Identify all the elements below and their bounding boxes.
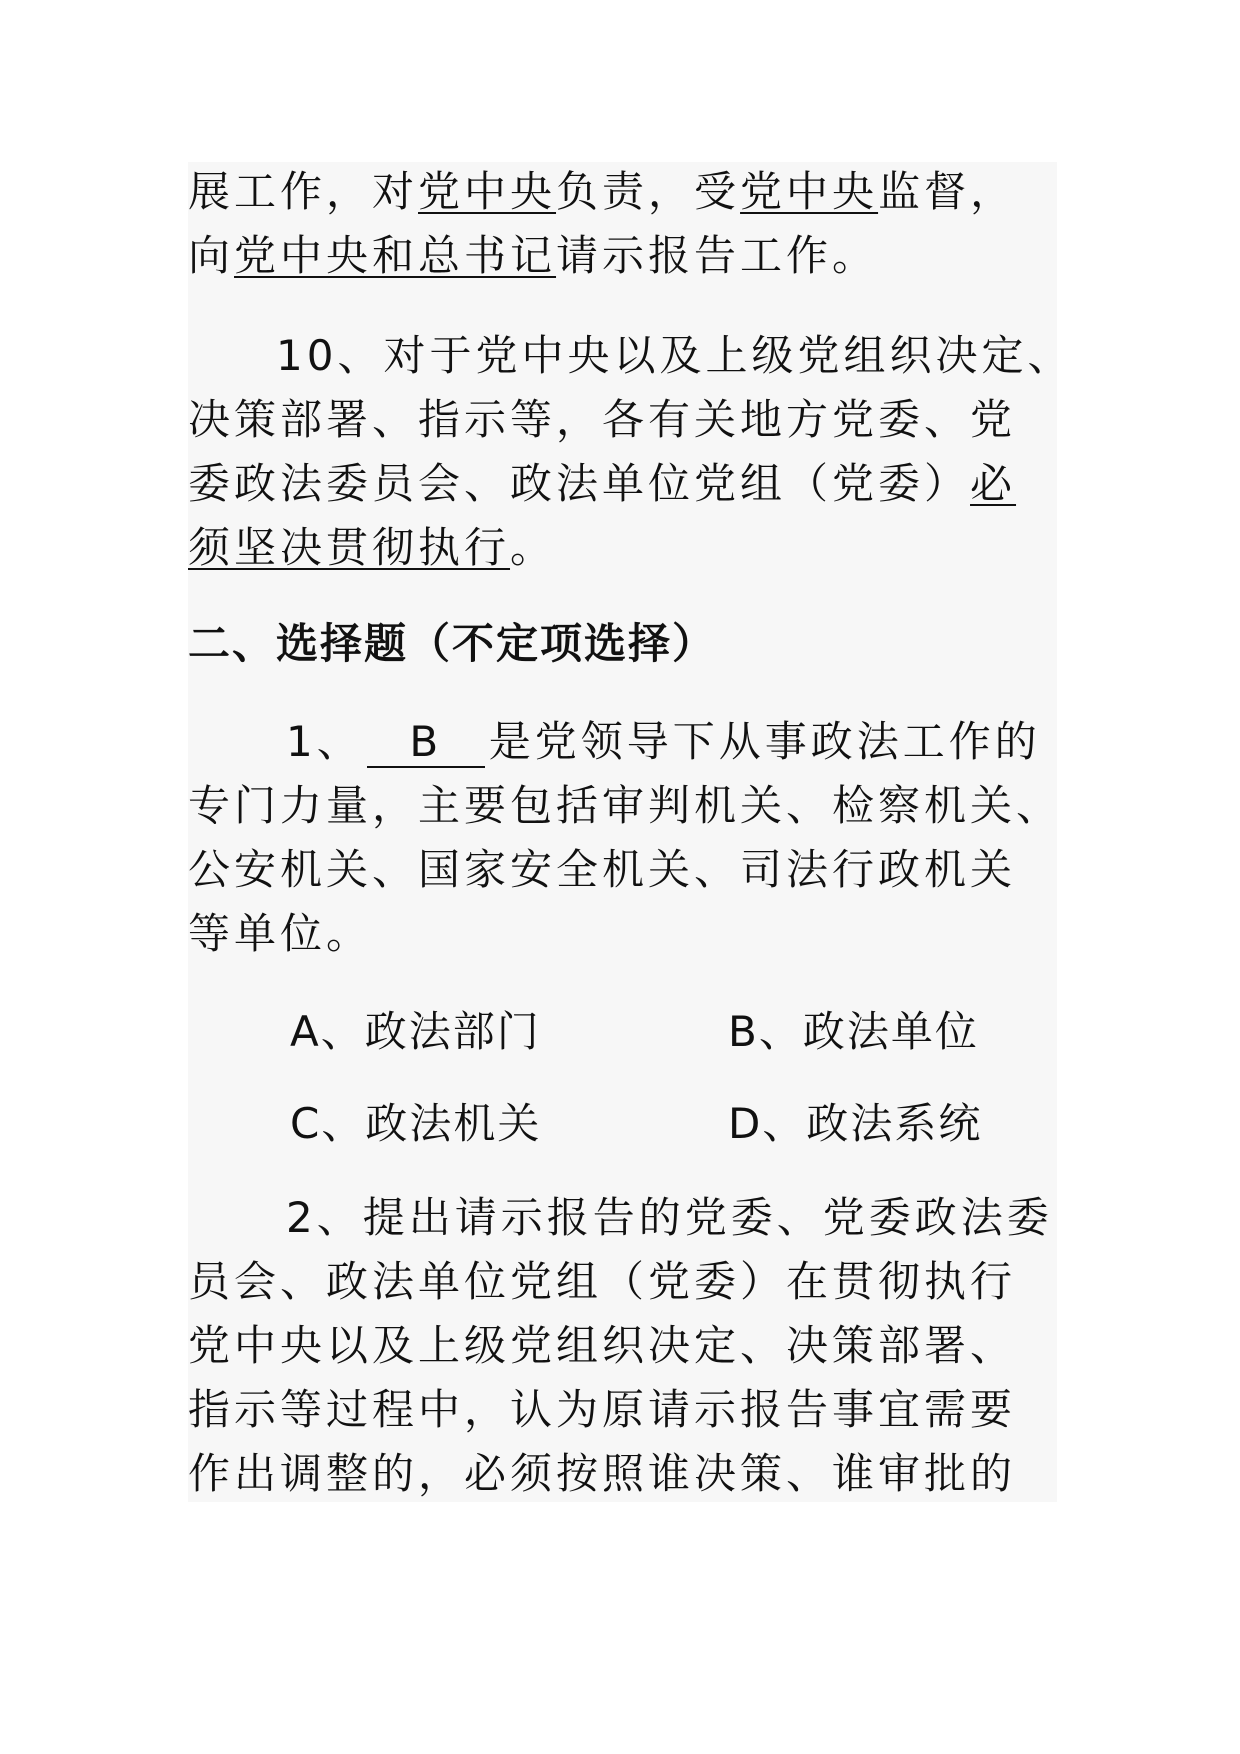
q1-option-b: B、政法单位 <box>728 1007 979 1056</box>
q1-number: 1、 <box>286 717 363 766</box>
para1-line1-text-c: 负责，受 <box>556 167 741 216</box>
q2-line3: 党中央以及上级党组织决定、决策部署、 <box>188 1321 1017 1370</box>
q1-option-a: A、政法部门 <box>290 1007 541 1056</box>
para1-line2 <box>188 226 878 286</box>
para2-line3-underlined: 必 <box>970 459 1017 508</box>
para2-line3-text: 委政法委员会、政法单位党组（党委） <box>188 459 971 508</box>
para2-line4-text: 。 <box>510 523 557 572</box>
para2-line1: 10、对于党中央以及上级党组织决定、 <box>276 331 1074 380</box>
q1-line3: 公安机关、国家安全机关、司法行政机关 <box>188 845 1017 894</box>
q2-line1: 2、提出请示报告的党委、党委政法委 <box>286 1193 1053 1242</box>
q1-option-c: C、政法机关 <box>290 1099 542 1148</box>
para1-line2-text-c: 请示报告工作。 <box>556 231 879 280</box>
document-text-block <box>188 162 1074 1502</box>
para2-line3 <box>188 454 1016 514</box>
para1-line1-text-e: 监督， <box>878 167 1017 216</box>
section-heading: 二、选择题（不定项选择） <box>188 619 717 668</box>
q2-line2: 员会、政法单位党组（党委）在贯彻执行 <box>188 1257 1017 1306</box>
para1-line1-underlined-a: 党中央 <box>418 167 557 216</box>
q1-line1 <box>286 712 1041 772</box>
q1-line1-rest: 是党领导下从事政法工作的 <box>488 717 1041 766</box>
para1-line2-text-a: 向 <box>188 231 235 280</box>
q1-line4: 等单位。 <box>188 909 373 958</box>
q2-line4: 指示等过程中，认为原请示报告事宜需要 <box>188 1385 1017 1434</box>
para1-line2-underlined: 党中央和总书记 <box>234 231 557 280</box>
q1-option-d: D、政法系统 <box>728 1099 983 1148</box>
q1-answer-blank: B <box>367 718 485 768</box>
q1-line2: 专门力量，主要包括审判机关、检察机关、 <box>188 781 1063 830</box>
para1-line1-text-a: 展工作，对 <box>188 167 419 216</box>
para1-line1-underlined-b: 党中央 <box>740 167 879 216</box>
para2-line4 <box>188 518 556 578</box>
para1-line1 <box>188 162 1016 222</box>
para2-line2: 决策部署、指示等，各有关地方党委、党 <box>188 395 1017 444</box>
para2-line4-underlined: 须坚决贯彻执行 <box>188 523 511 572</box>
q2-line5: 作出调整的，必须按照谁决策、谁审批的 <box>188 1449 1017 1498</box>
